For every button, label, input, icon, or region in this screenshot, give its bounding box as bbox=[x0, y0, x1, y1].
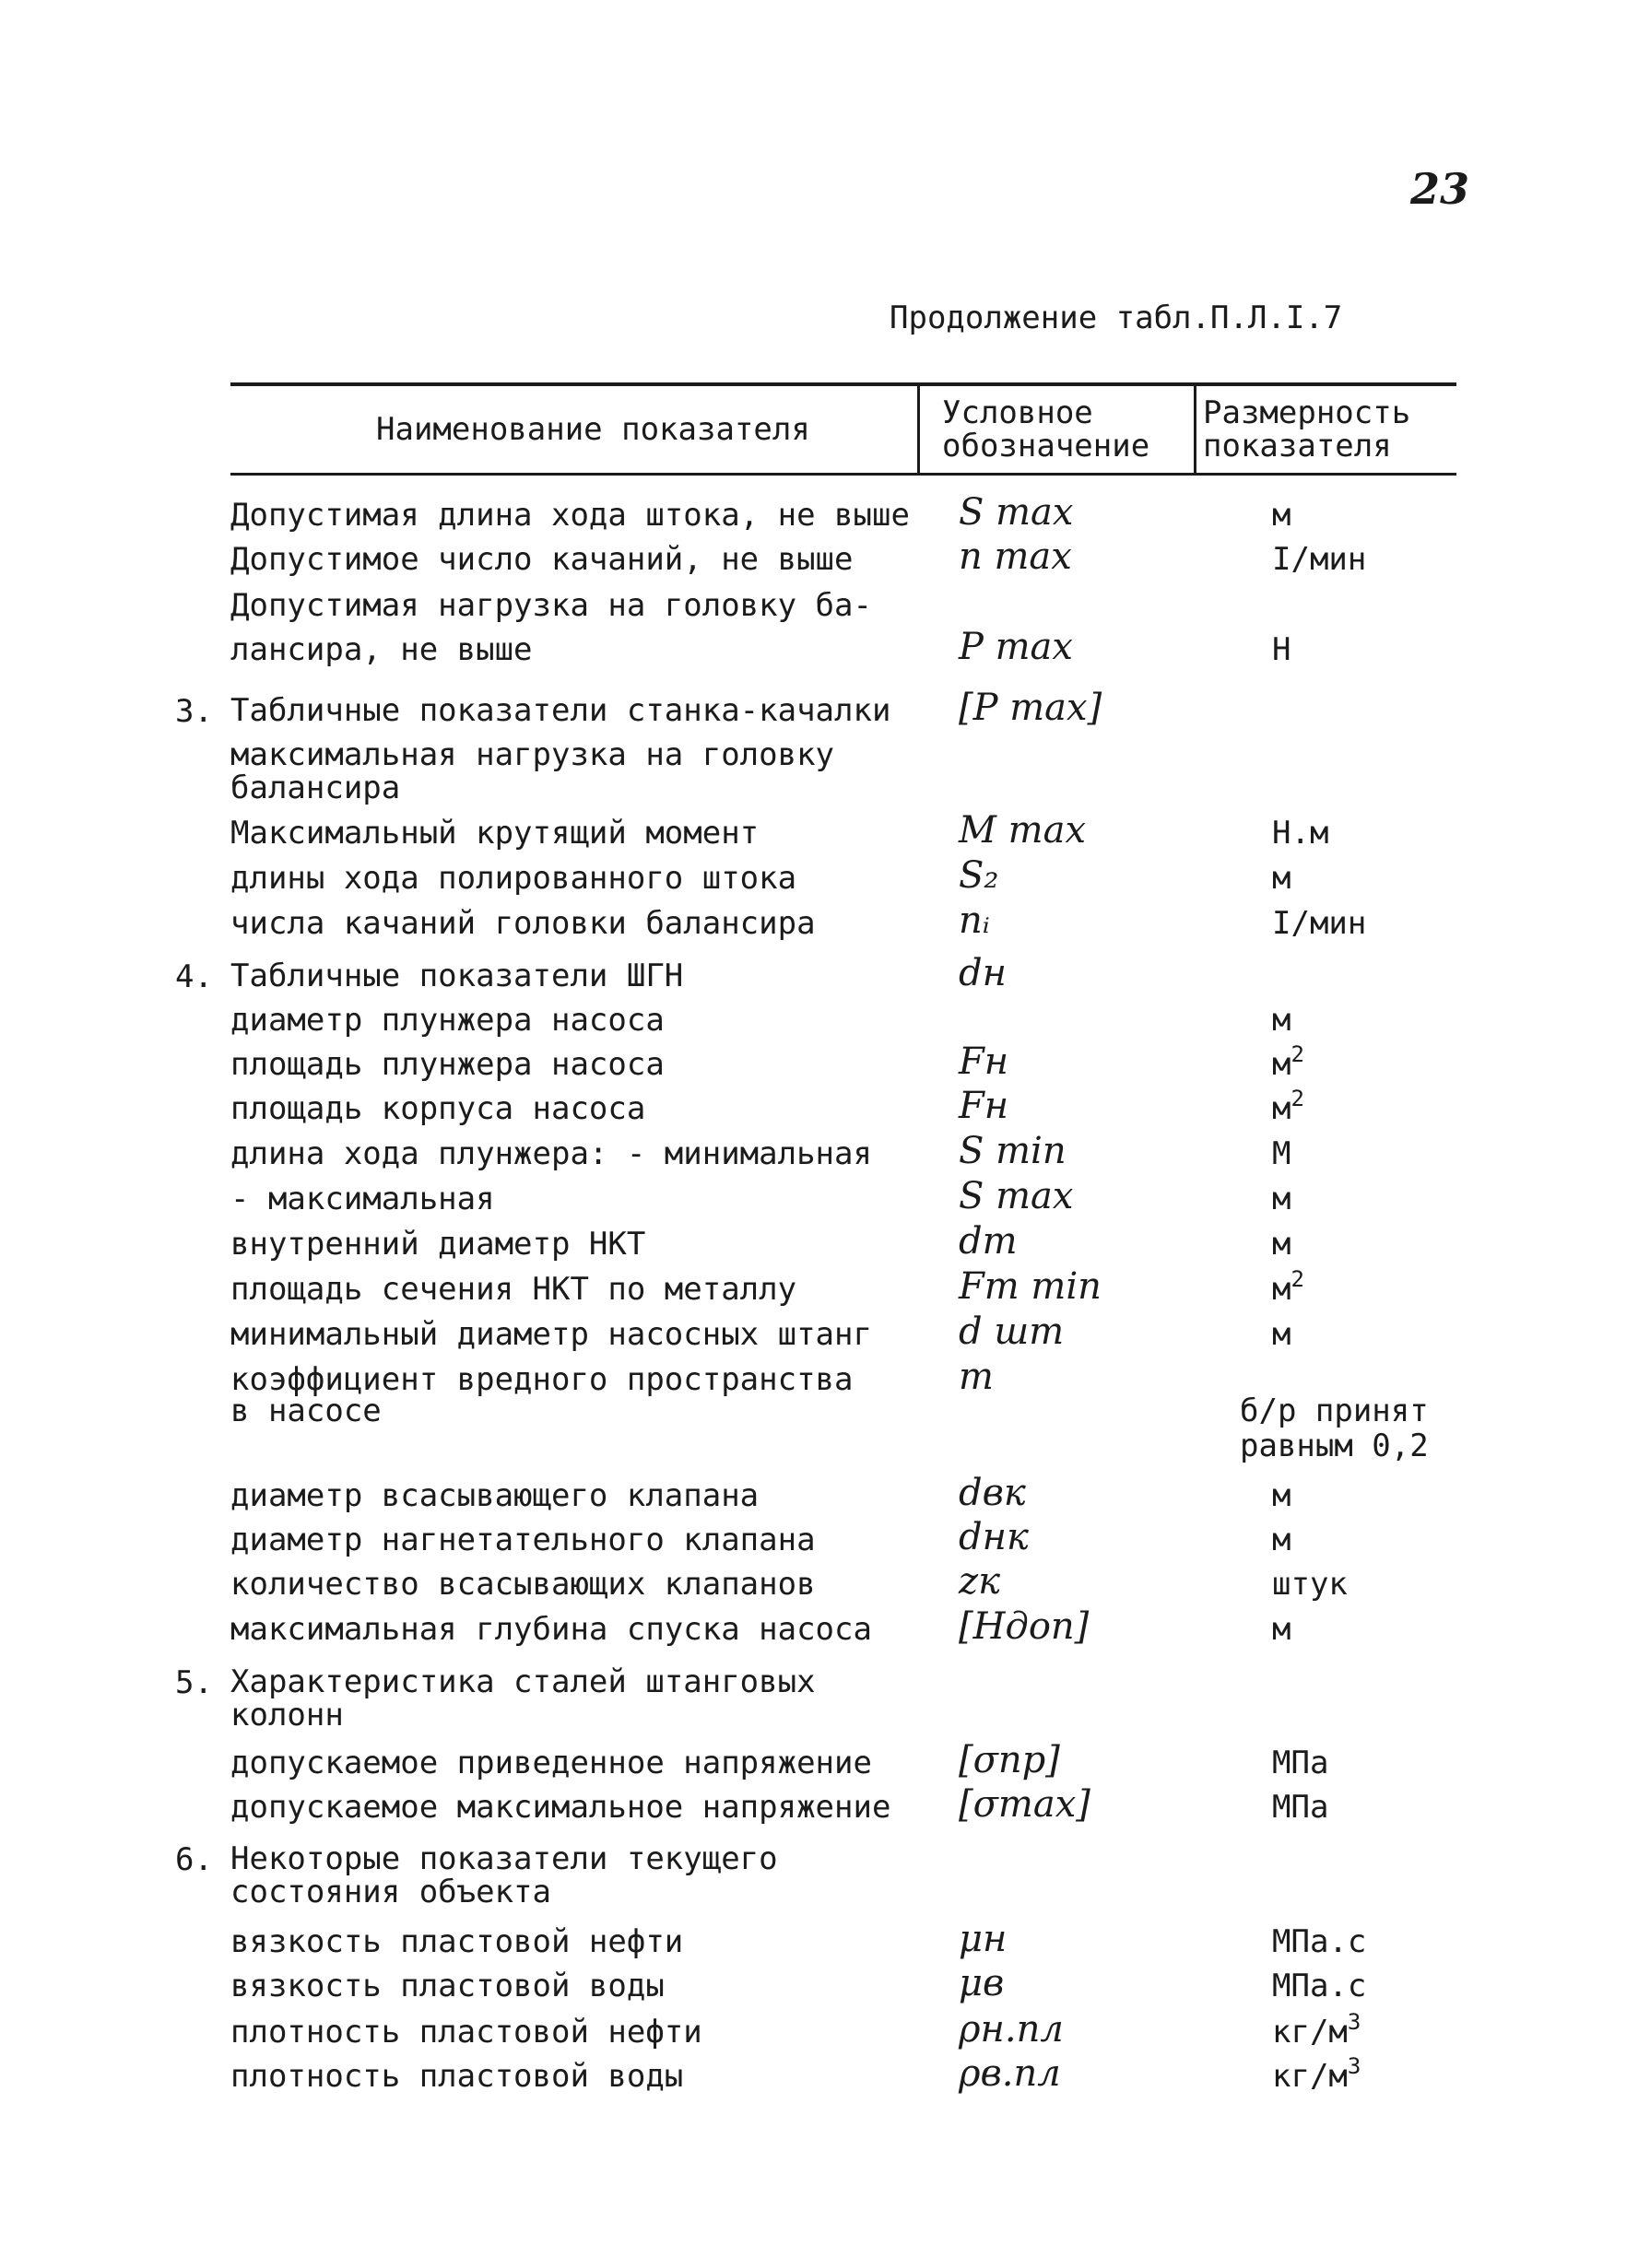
indicator-name: Допустимое число качаний, не выше bbox=[230, 541, 854, 578]
indicator-name: плотность пластовой воды bbox=[230, 2058, 684, 2095]
symbol-notation: zк bbox=[959, 1560, 1000, 1603]
indicator-name: Табличные показатели ШГН bbox=[230, 958, 684, 994]
symbol-notation: dнк bbox=[959, 1516, 1029, 1558]
symbol-notation: [P max] bbox=[959, 687, 1102, 729]
indicator-name: балансира bbox=[230, 770, 401, 806]
symbol-notation: [σпр] bbox=[959, 1739, 1060, 1781]
header-unit-column: Размерность показателя bbox=[1203, 394, 1411, 464]
unit-of-measure: м bbox=[1272, 1002, 1291, 1039]
unit-exponent: 2 bbox=[1291, 1086, 1304, 1111]
table-top-rule bbox=[230, 382, 1456, 386]
symbol-notation: nᵢ bbox=[959, 899, 990, 942]
unit-of-measure: $м^2$ bbox=[1272, 1266, 1304, 1308]
indicator-name: плотность пластовой нефти bbox=[230, 2014, 702, 2051]
symbol-notation: Fт min bbox=[959, 1265, 1102, 1308]
table-caption: Продолжение табл.П.Л.I.7 bbox=[890, 300, 1343, 336]
indicator-name: максимальная нагрузка на головку bbox=[230, 736, 835, 773]
unit-of-measure: $кг/м^3$ bbox=[1272, 2009, 1361, 2051]
indicator-name: в насосе bbox=[230, 1393, 382, 1429]
symbol-notation: S max bbox=[959, 1175, 1074, 1217]
header-symbol-column: Условное обозначение bbox=[942, 394, 1150, 464]
indicator-name: длина хода плунжера: - минимальная bbox=[230, 1135, 872, 1172]
indicator-name: Максимальный крутящий момент bbox=[230, 815, 760, 852]
unit-exponent: 3 bbox=[1347, 2009, 1361, 2035]
indicator-name: Допустимая нагрузка на головку ба- bbox=[230, 587, 872, 624]
section-number: 3. bbox=[175, 693, 213, 730]
indicator-name: количество всасывающих клапанов bbox=[230, 1566, 816, 1603]
unit-of-measure: Н.м bbox=[1272, 815, 1329, 852]
symbol-notation: S₂ bbox=[959, 854, 999, 897]
unit-exponent: 2 bbox=[1291, 1266, 1304, 1292]
indicator-name: площадь сечения НКТ по металлу bbox=[230, 1271, 797, 1308]
indicator-name: допускаемое максимальное напряжение bbox=[230, 1789, 891, 1826]
symbol-notation: [Hдоп] bbox=[959, 1605, 1090, 1648]
indicator-name: вязкость пластовой нефти bbox=[230, 1923, 684, 1960]
symbol-notation: d шт bbox=[959, 1310, 1065, 1353]
unit-of-measure: МПа.с bbox=[1272, 1923, 1367, 1960]
section-number: 5. bbox=[175, 1664, 213, 1701]
symbol-notation: ρн.пл bbox=[959, 2008, 1064, 2051]
symbol-notation: S max bbox=[959, 491, 1074, 534]
unit-of-measure: МПа bbox=[1272, 1789, 1329, 1826]
symbol-notation: S min bbox=[959, 1130, 1067, 1172]
indicator-name: Табличные показатели станка-качалки bbox=[230, 692, 891, 729]
indicator-name: Некоторые показатели текущего bbox=[230, 1840, 778, 1877]
indicator-name: числа качаний головки балансира bbox=[230, 905, 816, 942]
unit-of-measure: м bbox=[1272, 1611, 1291, 1648]
header-divider-1 bbox=[917, 382, 920, 475]
unit-of-measure: м bbox=[1272, 1522, 1291, 1558]
header-divider-2 bbox=[1194, 382, 1196, 475]
header-bottom-rule bbox=[230, 473, 1456, 476]
symbol-notation: Fн bbox=[959, 1085, 1009, 1127]
symbol-notation: m bbox=[959, 1356, 994, 1398]
symbol-notation: ρв.пл bbox=[959, 2052, 1061, 2095]
unit-of-measure: I/мин bbox=[1272, 541, 1367, 578]
indicator-name: длины хода полированного штока bbox=[230, 860, 797, 897]
indicator-name: максимальная глубина спуска насоса bbox=[230, 1611, 872, 1648]
indicator-name: диаметр всасывающего клапана bbox=[230, 1477, 760, 1514]
unit-of-measure: равным 0,2 bbox=[1240, 1428, 1429, 1464]
indicator-name: Допустимая длина хода штока, не выше bbox=[230, 497, 910, 534]
indicator-name: допускаемое приведенное напряжение bbox=[230, 1745, 872, 1781]
indicator-name: коэффициент вредного пространства bbox=[230, 1361, 854, 1398]
symbol-notation: μн bbox=[959, 1918, 1008, 1960]
symbol-notation: [σmax] bbox=[959, 1783, 1090, 1826]
unit-of-measure: Н bbox=[1272, 631, 1291, 668]
indicator-name: состояния объекта bbox=[230, 1874, 551, 1910]
header-name-column: Наименование показателя bbox=[376, 411, 810, 448]
unit-of-measure: М bbox=[1272, 1135, 1291, 1172]
symbol-notation: n max bbox=[959, 535, 1072, 578]
unit-exponent: 2 bbox=[1291, 1041, 1304, 1067]
indicator-name: внутренний диаметр НКТ bbox=[230, 1226, 646, 1263]
unit-of-measure: м bbox=[1272, 860, 1291, 897]
indicator-name: площадь плунжера насоса bbox=[230, 1046, 665, 1083]
unit-of-measure: м bbox=[1272, 1226, 1291, 1263]
symbol-notation: P max bbox=[959, 626, 1073, 668]
indicator-name: колонн bbox=[230, 1697, 344, 1733]
symbol-notation: Fн bbox=[959, 1040, 1009, 1083]
unit-exponent: 3 bbox=[1347, 2053, 1361, 2079]
symbol-notation: dт bbox=[959, 1220, 1018, 1263]
unit-of-measure: $кг/м^3$ bbox=[1272, 2053, 1361, 2095]
unit-of-measure: м bbox=[1272, 497, 1291, 534]
symbol-notation: dвк bbox=[959, 1472, 1026, 1514]
unit-of-measure: м bbox=[1272, 1477, 1291, 1514]
indicator-name: лансира, не выше bbox=[230, 631, 533, 668]
section-number: 6. bbox=[175, 1841, 213, 1878]
unit-of-measure: $м^2$ bbox=[1272, 1041, 1304, 1083]
unit-of-measure: МПа bbox=[1272, 1745, 1329, 1781]
unit-of-measure: I/мин bbox=[1272, 905, 1367, 942]
indicator-name: площадь корпуса насоса bbox=[230, 1090, 646, 1127]
indicator-name: диаметр нагнетательного клапана bbox=[230, 1522, 816, 1558]
unit-of-measure: б/р принят bbox=[1240, 1393, 1429, 1429]
unit-of-measure: $м^2$ bbox=[1272, 1086, 1304, 1127]
symbol-notation: dн bbox=[959, 952, 1007, 994]
unit-of-measure: МПа.с bbox=[1272, 1968, 1367, 2004]
indicator-name: вязкость пластовой воды bbox=[230, 1968, 665, 2004]
section-number: 4. bbox=[175, 958, 213, 995]
unit-of-measure: штук bbox=[1272, 1566, 1348, 1603]
indicator-name: минимальный диаметр насосных штанг bbox=[230, 1316, 872, 1353]
symbol-notation: μв bbox=[959, 1962, 1005, 2004]
indicator-name: - максимальная bbox=[230, 1181, 495, 1217]
page-number: 23 bbox=[1410, 164, 1470, 214]
unit-of-measure: м bbox=[1272, 1181, 1291, 1217]
indicator-name: Характеристика сталей штанговых bbox=[230, 1663, 816, 1700]
symbol-notation: M max bbox=[959, 809, 1087, 852]
unit-of-measure: м bbox=[1272, 1316, 1291, 1353]
indicator-name: диаметр плунжера насоса bbox=[230, 1002, 665, 1039]
